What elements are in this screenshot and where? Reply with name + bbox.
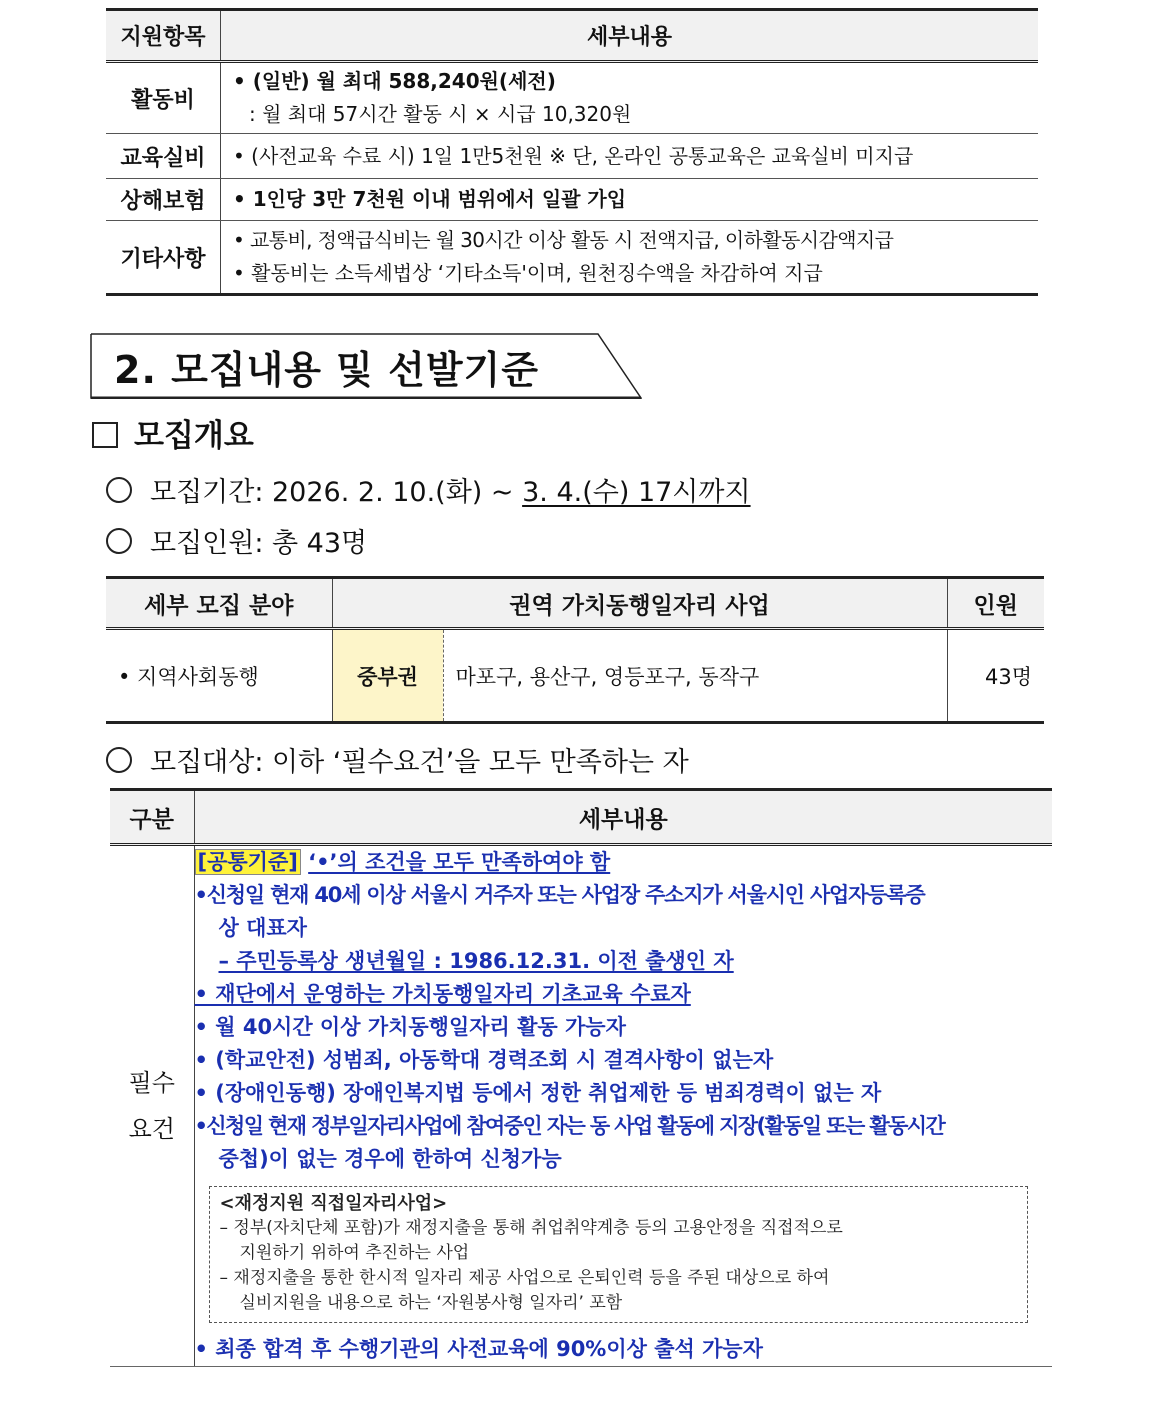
other-line-1: • 교통비, 정액급식비는 월 30시간 이상 활동 시 전액지급, 이하활동시감액지급 xyxy=(233,228,894,252)
table-row-insurance xyxy=(106,179,1038,221)
circle-bullet-icon xyxy=(106,747,132,773)
other-line-2: • 활동비는 소득세법상 ‘기타소득'이며, 원천징수액을 차감하여 지급 xyxy=(233,261,823,285)
requirements-label: 필수 요건 xyxy=(110,845,194,1367)
districts-cell: 마포구, 용산구, 영등포구, 동작구 xyxy=(443,629,947,723)
header-details: 세부내용 xyxy=(194,790,1052,845)
checkbox-square-icon xyxy=(92,422,118,448)
req-item: •신청일 현재 40세 이상 서울시 거주자 또는 사업장 주소지가 서울시인 사업자등록증 xyxy=(194,883,925,907)
target-text: 모집대상: 이하 ‘필수요건’을 모두 만족하는 자 xyxy=(150,747,689,778)
row-label: 상해보험 xyxy=(106,179,221,221)
activity-fee-calc: : 월 최대 57시간 활동 시 × 시급 10,320원 xyxy=(249,102,632,126)
note-line: – 정부(자치단체 포함)가 재정지출을 통해 취업취약계층 등의 고용안정을 직접적으로 xyxy=(219,1218,843,1238)
row-label: 활동비 xyxy=(106,62,221,134)
header-field: 세부 모집 분야 xyxy=(106,578,332,629)
note-title: <재정지원 직접일자리사업> xyxy=(219,1193,448,1214)
education-cost-line: • (사전교육 수료 시) 1일 1만5천원 ※ 단, 온라인 공통교육은 교육실비 미지급 xyxy=(221,134,1039,179)
subheading xyxy=(92,410,254,455)
req-item: • (장애인동행) 장애인복지법 등에서 정한 취업제한 등 범죄경력이 없는 자 xyxy=(194,1081,882,1105)
circle-bullet-icon xyxy=(106,528,132,554)
period-label: 모집기간: 2026. 2. 10.(화) ~ xyxy=(150,477,523,508)
req-item: • (학교안전) 성범죄, 아동학대 경력조회 시 결격사항이 없는자 xyxy=(194,1048,774,1072)
common-criteria xyxy=(195,846,1053,879)
table-row-other xyxy=(106,221,1038,295)
requirements-table-header xyxy=(110,790,1052,845)
requirements-table xyxy=(110,788,1052,1367)
header-details: 세부내용 xyxy=(221,10,1039,62)
req-item: 중첩)이 없는 경우에 한하여 신청가능 xyxy=(218,1147,562,1171)
table-row-activity-fee xyxy=(106,62,1038,134)
table-row xyxy=(110,845,1052,1367)
note-box xyxy=(209,1186,1029,1323)
recruit-period xyxy=(106,470,751,509)
support-table-header xyxy=(106,10,1038,62)
headcount-text: 모집인원: 총 43명 xyxy=(150,528,368,559)
circle-bullet-icon xyxy=(106,477,132,503)
common-criteria-tag: [공통기준] xyxy=(195,849,301,875)
req-item: 상 대표자 xyxy=(218,916,307,940)
table-row-education-cost xyxy=(106,134,1038,179)
period-end: 3. 4.(수) 17시까지 xyxy=(522,477,751,508)
recruit-fields-table xyxy=(106,576,1044,724)
header-project: 권역 가치동행일자리 사업 xyxy=(332,578,947,629)
header-count: 인원 xyxy=(947,578,1044,629)
section-title-box xyxy=(90,333,642,399)
note-line: – 재정지출을 통한 한시적 일자리 제공 사업으로 은퇴인력 등을 주된 대상으로 하여 xyxy=(219,1268,830,1288)
req-item: • 월 40시간 이상 가치동행일자리 활동 가능자 xyxy=(194,1015,626,1039)
insurance-line: • 1인당 3만 7천원 이내 범위에서 일괄 가입 xyxy=(221,179,1039,221)
support-items-table xyxy=(106,8,1038,296)
activity-fee-line: • (일반) 월 최대 588,240원(세전) xyxy=(233,69,556,93)
section-title: 2. 모집내용 및 선발기준 xyxy=(114,348,539,392)
common-criteria-text: ‘•’의 조건을 모두 만족하여야 함 xyxy=(308,850,611,874)
row-label: 기타사항 xyxy=(106,221,221,295)
note-line: 지원하기 위하여 추진하는 사업 xyxy=(239,1243,470,1263)
header-support-item: 지원항목 xyxy=(106,10,221,62)
requirements-content xyxy=(194,845,1052,1367)
field-cell: • 지역사회동행 xyxy=(106,629,332,723)
recruit-target xyxy=(106,740,689,779)
table-row xyxy=(106,629,1044,723)
count-cell: 43명 xyxy=(947,629,1044,723)
subheading-text: 모집개요 xyxy=(134,418,254,454)
req-item: •신청일 현재 정부일자리사업에 참여중인 자는 동 사업 활동에 지장(활동일 또는 활동시간 xyxy=(194,1114,945,1138)
req-item-final: • 최종 합격 후 수행기관의 사전교육에 90%이상 출석 가능자 xyxy=(194,1337,763,1361)
row-label: 교육실비 xyxy=(106,134,221,179)
zone-cell: 중부권 xyxy=(332,629,443,723)
header-category: 구분 xyxy=(110,790,194,845)
req-item: • 재단에서 운영하는 가치동행일자리 기초교육 수료자 xyxy=(194,982,691,1006)
req-item: – 주민등록상 생년월일 : 1986.12.31. 이전 출생인 자 xyxy=(218,949,734,973)
recruit-headcount xyxy=(106,521,367,560)
note-line: 실비지원을 내용으로 하는 ‘자원봉사형 일자리’ 포함 xyxy=(239,1293,623,1313)
recruit-table-header xyxy=(106,578,1044,629)
